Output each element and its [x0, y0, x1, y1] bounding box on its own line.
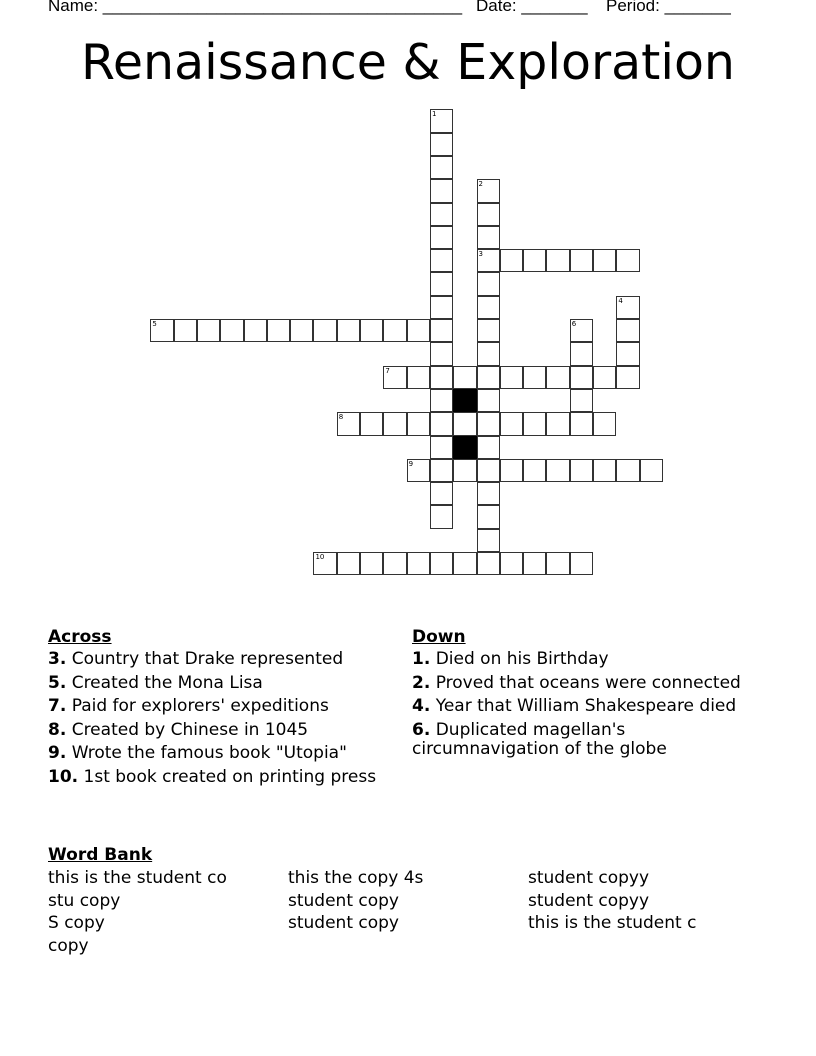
clue-number: 4: [618, 296, 623, 305]
grid-cell[interactable]: [174, 319, 197, 342]
grid-cell[interactable]: [546, 249, 569, 272]
grid-cell[interactable]: [593, 459, 616, 482]
grid-cell[interactable]: [477, 529, 500, 552]
grid-cell[interactable]: [453, 459, 476, 482]
grid-cell[interactable]: [477, 389, 500, 412]
grid-cell[interactable]: [430, 552, 453, 575]
grid-cell[interactable]: [244, 319, 267, 342]
clue-text: Year that William Shakespeare died: [430, 696, 737, 716]
grid-cell[interactable]: [477, 226, 500, 249]
black-cell: [453, 389, 476, 412]
grid-cell[interactable]: [430, 436, 453, 459]
grid-cell[interactable]: [360, 552, 383, 575]
grid-cell[interactable]: [570, 412, 593, 435]
down-clue: [412, 721, 752, 759]
grid-cell[interactable]: [523, 366, 546, 389]
grid-cell[interactable]: [477, 505, 500, 528]
grid-cell[interactable]: [570, 389, 593, 412]
clue-number: 5: [152, 320, 157, 329]
grid-cell[interactable]: [546, 412, 569, 435]
grid-cell[interactable]: [523, 249, 546, 272]
grid-cell[interactable]: [570, 319, 593, 342]
grid-cell[interactable]: [616, 342, 639, 365]
clue-number: 1: [431, 110, 437, 119]
across-clue: [48, 768, 383, 787]
clue-number: 5.: [48, 672, 67, 693]
date-field[interactable]: Date: _______: [476, 0, 588, 15]
grid-cell[interactable]: [430, 249, 453, 272]
name-field[interactable]: Name: ______________________________________: [48, 0, 463, 15]
word-bank-item: student copyy: [528, 890, 650, 911]
word-bank-item: this is the student c: [528, 913, 697, 933]
word-bank-column: [528, 867, 696, 935]
clue-number: 2: [478, 180, 484, 189]
clue-number: 3.: [48, 649, 67, 669]
grid-cell[interactable]: [430, 156, 453, 179]
grid-cell[interactable]: [383, 552, 406, 575]
grid-cell[interactable]: [290, 319, 313, 342]
down-clue: [412, 650, 752, 669]
clue-text: Paid for explorers' expeditions: [66, 696, 329, 716]
grid-cell[interactable]: [453, 412, 476, 435]
word-bank-column: [288, 867, 423, 935]
grid-cell[interactable]: [500, 412, 523, 435]
grid-cell[interactable]: [407, 412, 430, 435]
clue-text: Wrote the famous book "Utopia": [66, 743, 347, 763]
grid-cell[interactable]: [616, 459, 639, 482]
grid-cell[interactable]: [593, 412, 616, 435]
grid-cell[interactable]: [570, 342, 593, 365]
grid-cell[interactable]: [616, 249, 639, 272]
clue-number: 7.: [48, 696, 67, 716]
across-heading: Across: [48, 627, 112, 647]
word-bank-column: [48, 867, 227, 957]
grid-cell[interactable]: [407, 366, 430, 389]
grid-cell[interactable]: [523, 459, 546, 482]
grid-cell[interactable]: [313, 552, 336, 575]
grid-cell[interactable]: [593, 249, 616, 272]
grid-cell[interactable]: [523, 412, 546, 435]
grid-cell[interactable]: [407, 319, 430, 342]
clue-number: 3: [478, 250, 484, 259]
across-clue: [48, 697, 383, 716]
grid-cell[interactable]: [477, 272, 500, 295]
grid-cell[interactable]: [430, 459, 453, 482]
clue-number: 7: [385, 366, 390, 375]
clue-number: 6: [571, 320, 577, 329]
clue-number: 4.: [412, 696, 431, 716]
grid-cell[interactable]: [477, 412, 500, 435]
page-title: Renaissance & Exploration: [81, 34, 735, 91]
grid-cell[interactable]: [453, 366, 476, 389]
word-bank-item: stu copy: [48, 890, 121, 911]
grid-cell[interactable]: [477, 552, 500, 575]
word-bank-item: this the copy 4s: [288, 868, 424, 888]
grid-cell[interactable]: [477, 342, 500, 365]
black-cell: [453, 436, 476, 459]
grid-cell[interactable]: [430, 389, 453, 412]
down-clue: [412, 674, 752, 693]
grid-cell[interactable]: [360, 319, 383, 342]
clue-number: 6.: [412, 719, 431, 740]
grid-cell[interactable]: [477, 459, 500, 482]
grid-cell[interactable]: [453, 552, 476, 575]
word-bank-item: student copyy: [528, 868, 650, 888]
grid-cell[interactable]: [430, 109, 453, 132]
grid-cell[interactable]: [477, 249, 500, 272]
clue-number: 1.: [412, 649, 431, 669]
word-bank-item: S copy: [48, 913, 105, 933]
grid-cell[interactable]: [383, 366, 406, 389]
grid-cell[interactable]: [337, 412, 360, 435]
grid-cell[interactable]: [523, 552, 546, 575]
grid-cell[interactable]: [430, 179, 453, 202]
grid-cell[interactable]: [430, 342, 453, 365]
grid-cell[interactable]: [477, 482, 500, 505]
grid-cell[interactable]: [313, 319, 336, 342]
down-clues: [412, 628, 752, 763]
grid-cell[interactable]: [616, 296, 639, 319]
grid-cell[interactable]: [430, 203, 453, 226]
across-clues: [48, 628, 383, 791]
grid-cell[interactable]: [407, 552, 430, 575]
grid-cell[interactable]: [616, 366, 639, 389]
word-bank-heading: Word Bank: [48, 845, 153, 865]
grid-cell[interactable]: [383, 319, 406, 342]
word-bank-item: student copy: [288, 890, 399, 911]
grid-cell[interactable]: [477, 203, 500, 226]
grid-cell[interactable]: [430, 296, 453, 319]
word-bank-item: copy: [48, 935, 89, 956]
across-clue: [48, 674, 383, 693]
across-clue: [48, 744, 383, 763]
grid-cell[interactable]: [430, 319, 453, 342]
grid-cell[interactable]: [337, 552, 360, 575]
grid-cell[interactable]: [500, 249, 523, 272]
grid-cell[interactable]: [570, 459, 593, 482]
grid-cell[interactable]: [477, 296, 500, 319]
grid-cell[interactable]: [430, 133, 453, 156]
grid-cell[interactable]: [477, 436, 500, 459]
grid-cell[interactable]: [430, 482, 453, 505]
down-clue: [412, 697, 752, 716]
grid-cell[interactable]: [430, 412, 453, 435]
clue-number: 8: [338, 413, 344, 422]
across-clue: [48, 650, 383, 669]
grid-cell[interactable]: [500, 552, 523, 575]
grid-cell[interactable]: [593, 366, 616, 389]
grid-cell[interactable]: [267, 319, 290, 342]
clue-text: Created the Mona Lisa: [66, 672, 263, 693]
clue-number: 10.: [48, 766, 79, 787]
grid-cell[interactable]: [383, 412, 406, 435]
grid-cell[interactable]: [477, 179, 500, 202]
clue-text: Duplicated magellan's circumnavigation of the globe: [412, 719, 667, 759]
grid-cell[interactable]: [640, 459, 663, 482]
grid-cell[interactable]: [477, 319, 500, 342]
clue-number: 9: [408, 459, 414, 468]
across-clue: [48, 721, 383, 740]
grid-cell[interactable]: [430, 366, 453, 389]
grid-cell[interactable]: [500, 366, 523, 389]
word-bank-item: student copy: [288, 913, 399, 933]
grid-cell[interactable]: [616, 319, 639, 342]
clue-number: 9.: [48, 743, 67, 763]
clue-text: Created by Chinese in 1045: [66, 719, 309, 740]
grid-cell[interactable]: [570, 249, 593, 272]
grid-cell[interactable]: [500, 459, 523, 482]
grid-cell[interactable]: [430, 505, 453, 528]
clue-number: 8.: [48, 719, 67, 740]
period-field[interactable]: Period: _______: [606, 0, 731, 15]
clue-text: Died on his Birthday: [430, 649, 609, 669]
grid-cell[interactable]: [570, 366, 593, 389]
clue-text: Proved that oceans were connected: [430, 672, 741, 693]
grid-cell[interactable]: [546, 552, 569, 575]
clue-number: 2.: [412, 672, 431, 693]
grid-cell[interactable]: [546, 366, 569, 389]
grid-cell[interactable]: [546, 459, 569, 482]
grid-cell[interactable]: [150, 319, 173, 342]
grid-cell[interactable]: [407, 459, 430, 482]
word-bank-item: this is the student co: [48, 868, 227, 888]
grid-cell[interactable]: [220, 319, 243, 342]
down-heading: Down: [412, 627, 466, 647]
clue-text: Country that Drake represented: [66, 649, 344, 669]
clue-text: 1st book created on printing press: [78, 766, 377, 787]
grid-cell[interactable]: [570, 552, 593, 575]
grid-cell[interactable]: [197, 319, 220, 342]
grid-cell[interactable]: [360, 412, 383, 435]
grid-cell[interactable]: [430, 226, 453, 249]
clue-number: 10: [315, 553, 325, 562]
grid-cell[interactable]: [337, 319, 360, 342]
grid-cell[interactable]: [477, 366, 500, 389]
grid-cell[interactable]: [430, 272, 453, 295]
